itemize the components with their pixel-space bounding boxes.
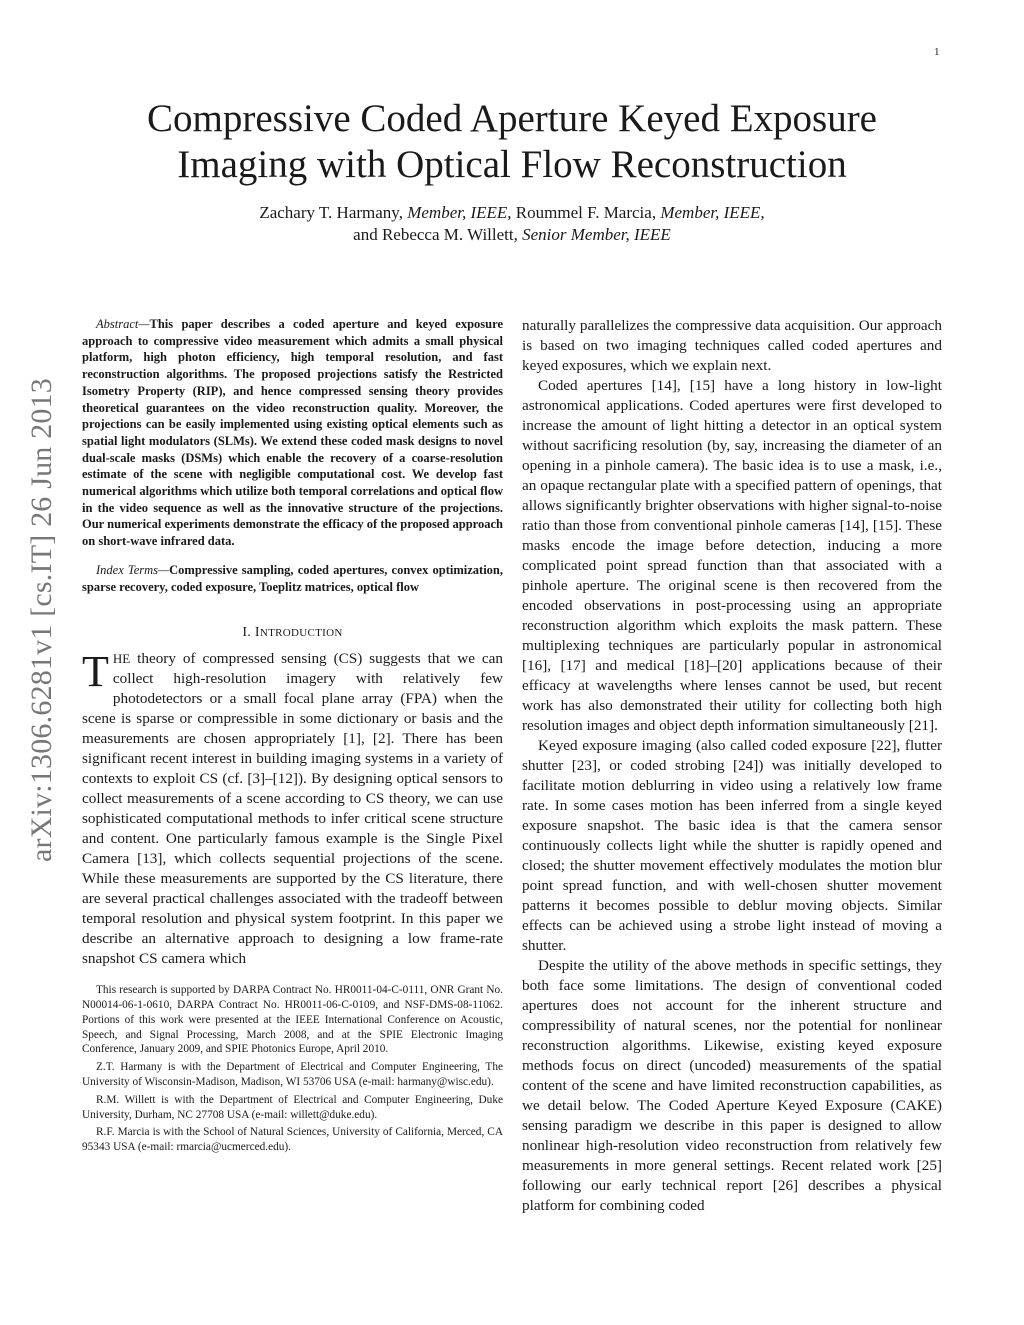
author-name: Zachary T. Harmany, <box>259 203 403 222</box>
author-line-1 <box>80 202 944 224</box>
drop-cap: T <box>82 647 109 697</box>
footnote-affiliation: R.F. Marcia is with the School of Natural Sciences, University of California, Merced, CA 95343 USA (e-mail: rmarcia@ucmerced.edu). <box>82 1126 503 1154</box>
section-numeral: I. <box>242 625 252 641</box>
author-membership: Senior Member, IEEE <box>522 225 671 244</box>
footnote-affiliation: R.M. Willett is with the Department of Electrical and Computer Engineering, Duke University, Durham, NC 27708 USA (e-mail: willett@duke.edu). <box>82 1093 503 1121</box>
section-heading <box>82 625 503 641</box>
abstract-text: This paper describes a coded aperture and keyed exposure approach to compressive video measurement which admits a small physical platform, high photon efficiency, high temporal resolution, and fast reconstruction algorithms. The proposed projections satisfy the Restricted Isometry Property (RIP), and hence compressed sensing theory provides theoretical guarantees on the video reconstruction quality. Moreover, the projections can be easily implemented using existing optical elements such as spatial light modulators (SLMs). We extend these coded mask designs to novel dual-scale masks (DSMs) which enable the recovery of a coarse-resolution estimate of the scene with negligible computational cost. We develop fast numerical algorithms which utilize both temporal correlations and optical flow in the video sequence as well as the innovative structure of the projections. Our numerical experiments demonstrate the efficacy of the proposed approach on short-wave infrared data. <box>82 317 503 549</box>
abstract-label: Abstract— <box>96 317 150 331</box>
section-heading-rest: NTRODUCTION <box>259 627 343 640</box>
author-membership: Member, IEEE, <box>660 203 765 222</box>
body-paragraph: Keyed exposure imaging (also called coded exposure [22], flutter shutter [23], or coded strobing [24]) was initially developed to facilitate motion deblurring in video using a relatively low frame rate. In some cases motion has been inferred from a single keyed exposure snapshot. The basic idea is that the camera sensor continuously collects light while the shutter is rapidly opened and closed; the shutter movement effectively modulates the motion blur point spread function, and with well-chosen shutter movement patterns it becomes possible to deblur moving objects. Similar effects can be achieved using a strobe light instead of moving a shutter. <box>522 737 942 954</box>
intro-first-word: HE <box>112 651 131 667</box>
author-name: Roummel F. Marcia, <box>515 203 657 222</box>
intro-text: theory of compressed sensing (CS) suggests that we can collect high-resolution imagery with relatively few photodetectors or a small focal plane array (FPA) when the scene is sparse or compressible in some dictionary or basis and the measurements are chosen appropriately [1], [2]. There has been significant recent interest in building imaging systems in a variety of contexts to exploit CS (cf. [3]–[12]). By designing optical sensors to collect measurements of a scene according to CS theory, we can use sophisticated computational methods to infer critical scene structure and content. One particularly famous example is the Single Pixel Camera [13], which collects sequential projections of the scene. While these measurements are supported by the CS literature, there are several practical challenges associated with the tradeoff between temporal resolution and physical system footprint. In this paper we describe an alternative approach to designing a low frame-rate snapshot CS camera which <box>82 650 503 968</box>
footnotes <box>82 983 503 1155</box>
paper-title: Compressive Coded Aperture Keyed Exposure Imaging with Optical Flow Reconstruction <box>147 97 877 186</box>
index-terms-label: Index Terms— <box>96 562 170 577</box>
index-terms <box>82 562 503 595</box>
right-column <box>522 316 942 1216</box>
section-heading-cap: I <box>254 625 260 641</box>
index-terms-text: Compressive sampling, coded apertures, convex optimization, sparse recovery, coded exposure, Toeplitz matrices, optical flow <box>82 562 503 594</box>
intro-paragraph <box>82 649 503 969</box>
left-column <box>82 316 503 1158</box>
page-number: 1 <box>934 46 940 58</box>
footnote-funding: This research is supported by DARPA Contract No. HR0011-04-C-0111, ONR Grant No. N00014-06-1-0610, DARPA Contract No. HR0011-06-C-0109, and NSF-DMS-08-11062. Portions of this work were presented at the IEEE International Conference on Acoustic, Speech, and Signal Processing, March 2008, and at the SPIE Electronic Imaging Conference, January 2009, and SPIE Photonics Europe, April 2010. <box>82 984 503 1056</box>
author-block <box>80 202 944 246</box>
abstract <box>82 316 503 550</box>
body-paragraph: naturally parallelizes the compressive data acquisition. Our approach is based on two imaging techniques called coded apertures and keyed exposures, which we explain next. <box>522 317 942 374</box>
author-name: and Rebecca M. Willett, <box>353 225 518 244</box>
body-paragraph: Despite the utility of the above methods in specific settings, they both face some limitations. The design of conventional coded apertures does not account for the inherent structure and compressibility of natural scenes, nor the potential for nonlinear reconstruction algorithms. Likewise, existing keyed exposure methods focus on direct (uncoded) measurements of the spatial content of the scene and have limited reconstruction capabilities, as we detail below. The Coded Aperture Keyed Exposure (CAKE) sensing paradigm we describe in this paper is designed to allow nonlinear high-resolution video reconstruction from relatively few measurements in more general settings. Recent related work [25] following our early technical report [26] describes a physical platform for combining coded <box>522 957 942 1214</box>
body-paragraph: Coded apertures [14], [15] have a long history in low-light astronomical applications. Coded apertures were first developed to increase the amount of light hitting a detector in an optical system without sacrificing resolution (by, say, increasing the diameter of an opening in a pinhole camera). The basic idea is to use a mask, i.e., an opaque rectangular plate with a specified pattern of openings, that allows significantly brighter observations with higher signal-to-noise ratio than those from conventional pinhole cameras [14], [15]. These masks encode the image before detection, inducing a more complicated point spread function than that associated with a pinhole aperture. The original scene is then recovered from the encoded observations in post-processing using an appropriate reconstruction algorithm which exploits the mask pattern. These multiplexing techniques are particularly popular in astronomical [16], [17] and medical [18]–[20] applications because of their efficacy at wavelengths where lenses cannot be used, but recent work has also demonstrated their utility for collecting both high resolution images and object depth information simultaneously [21]. <box>522 377 942 734</box>
author-membership: Member, IEEE, <box>407 203 512 222</box>
author-line-2 <box>80 224 944 246</box>
arxiv-identifier: arXiv:1306.6281v1 [cs.IT] 26 Jun 2013 <box>25 378 58 863</box>
footnote-affiliation: Z.T. Harmany is with the Department of Electrical and Computer Engineering, The University of Wisconsin-Madison, Madison, WI 53706 USA (e-mail: harmany@wisc.edu). <box>82 1061 503 1089</box>
